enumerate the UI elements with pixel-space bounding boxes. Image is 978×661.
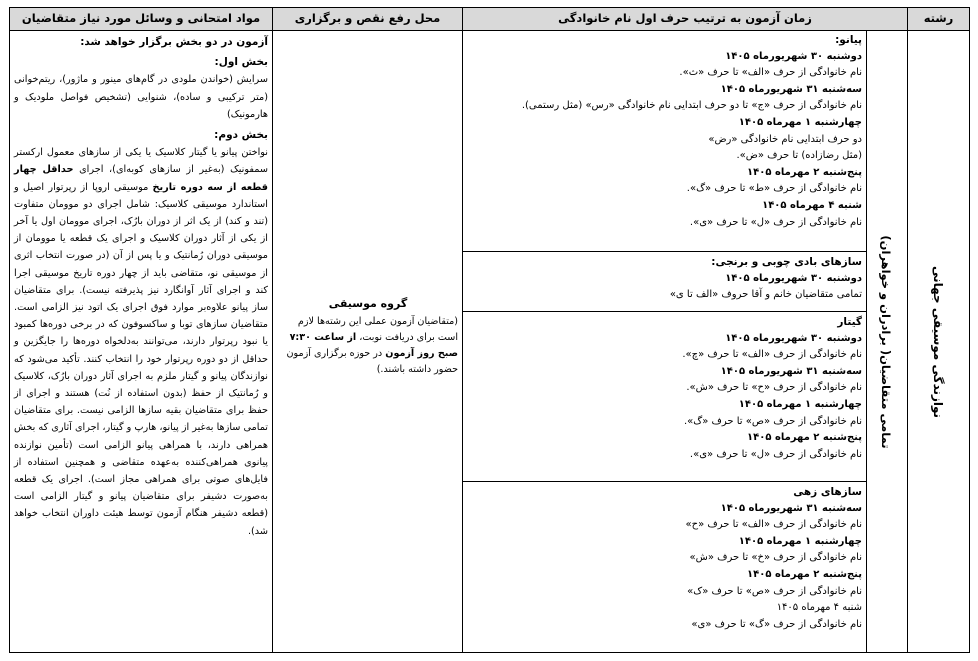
session-date: پنج‌شنبه ۲ مهرماه ۱۴۰۵ [747, 432, 862, 444]
session-date: سه‌شنبه ۳۱ شهریورماه ۱۴۰۵ [720, 502, 862, 514]
column-divider-3 [866, 31, 867, 653]
session-range: نام خانوادگی از حرف «ل» تا حرف «ی». [689, 448, 862, 460]
venue-note-b: در حوزه برگزاری آزمون حضور داشته باشند.) [286, 348, 458, 375]
part1-text: سرایش (خواندن ملودی در گام‌های مینور و ماژور)، ریتم‌خوانی (متر ترکیبی و ساده)، شنوایی (تشخیص فواصل ملودیک و هارمونیک) [14, 74, 268, 120]
header-field: رشته [923, 11, 954, 25]
session-date: پنج‌شنبه ۲ مهرماه ۱۴۰۵ [747, 568, 862, 580]
venue-cell [278, 296, 458, 378]
session-range: نام خانوادگی از حرف «خ» تا حرف «ش» [689, 552, 862, 564]
venue-note [278, 314, 458, 378]
session-range: نام خانوادگی از حرف «الف» تا حرف «ث». [679, 67, 862, 79]
session-date: سه‌شنبه ۳۱ شهریورماه ۱۴۰۵ [720, 83, 862, 95]
part1-title: بخش اول: [214, 56, 268, 69]
table-border-left [9, 7, 10, 653]
section-title: پیانو: [835, 34, 862, 46]
session-range: نام خانوادگی از حرف «گ» تا حرف «ی» [691, 618, 862, 630]
section-title: گیتار [837, 316, 862, 328]
section-strings [466, 484, 862, 633]
part2-title: بخش دوم: [214, 129, 268, 142]
session-range: نام خانوادگی از حرف «ل» تا حرف «ی». [689, 216, 862, 228]
session-range: نام خانوادگی از حرف «الف» تا حرف «چ». [682, 349, 862, 361]
session-date: چهارشنبه ۱ مهرماه ۱۴۰۵ [738, 116, 862, 128]
session-range: نام خانوادگی از حرف «ط» تا حرف «گ». [686, 183, 862, 195]
session-range-continued: (مثل رضازاده) تا حرف «ض». [736, 150, 862, 162]
section-piano [466, 32, 862, 231]
header-schedule: زمان آزمون به ترتیب حرف اول نام خانوادگی [558, 11, 812, 25]
part2-text [14, 144, 268, 540]
session-date: دوشنبه ۳۰ شهریورماه ۱۴۰۵ [725, 272, 862, 284]
session-date: سه‌شنبه ۳۱ شهریورماه ۱۴۰۵ [720, 365, 862, 377]
session-date: شنبه ۴ مهرماه ۱۴۰۵ [762, 199, 862, 211]
part2-text-a: نواختن پیانو یا گیتار کلاسیک یا یکی از سازهای معمول ارکستر سمفونیک (به‌غیر از سازهای کوبه‌ای)، اجرای [14, 147, 269, 176]
session-range: دو حرف ابتدایی نام خانوادگی «رض» [708, 133, 862, 145]
session-range: نام خانوادگی از حرف «ج» تا دو حرف ابتدایی نام خانوادگی «رس» (مثل رستمی). [521, 100, 862, 112]
section-guitar [466, 314, 862, 463]
section-title: سازهای زهی [793, 486, 862, 498]
section-divider-2 [462, 311, 866, 312]
field-name: نوازندگی موسیقی جهانی [931, 265, 945, 419]
column-divider-1 [272, 7, 273, 653]
table-border-right [969, 7, 970, 653]
session-range: تمامی متقاضیان خانم و آقا حروف «الف تا ی» [669, 289, 862, 301]
venue-note-a: (متقاضیان آزمون عملی این رشته‌ها لازم است برای دریافت نوبت، [297, 316, 458, 343]
session-range: نام خانوادگی از حرف «ح» تا حرف «ش». [686, 382, 862, 394]
session-range: نام خانوادگی از حرف «ص» تا حرف «گ». [683, 415, 862, 427]
section-title: سازهای بادی چوبی و برنجی: [711, 256, 862, 268]
session-range: نام خانوادگی از حرف «الف» تا حرف «ح» [685, 519, 862, 531]
header-divider [9, 30, 970, 31]
session-date: چهارشنبه ۱ مهرماه ۱۴۰۵ [738, 398, 862, 410]
venue-note-bold: از ساعت ۷:۳۰ صبح روز آزمون [289, 332, 458, 359]
table-border-bottom [9, 652, 970, 653]
header-venue: محل رفع نقص و برگزاری [294, 11, 441, 25]
session-range: نام خانوادگی از حرف «ص» تا حرف «ک» [687, 585, 862, 597]
header-materials: مواد امتحانی و وسائل مورد نیاز متقاضیان [21, 11, 261, 25]
section-divider-1 [462, 251, 866, 252]
materials-intro: آزمون در دو بخش برگزار خواهد شد: [80, 36, 268, 48]
session-date: چهارشنبه ۱ مهرماه ۱۴۰۵ [738, 535, 862, 547]
materials-cell [14, 34, 268, 540]
column-divider-2 [462, 7, 463, 653]
part2-text-b: موسیقی اروپا از رپرتوار اصیل و استاندارد موسیقی کلاسیک: شامل اجرای دو موومان متفاوت (تند و کند) از یک اثر از دوران بارُک، اجرای موومان اول یا آخر از یکی از آثار دوران کلاسیک و اجرای یک قطعه یا موومان از موسیقی دوران رُمانتیک و یا پس از آن (در صورت انتخاب اثری از موسیقی نو، متقاضی باید از چهار دوره تاریخ موسیقی اجرا کند و اجرای آثار آوانگارد نیز پذیرفته نیست). برای متقاضیان ساز پیانو علاوه‌بر موارد فوق اجرای یک اتود نیز الزامی است. متقاضیان سازهای توبا و ساکسوفون که در برخی دوره‌ها کمبود یا نبود رپرتوار دارند، می‌توانند به‌دلخواه دوره‌ها را جایگزین و حداقل از دو دوره رپرتوار خود را انتخاب کنند. تأکید می‌شود که نوازندگان پیانو و گیتار ملزم به اجرای آثار دوران بارُک، کلاسیک و رُمانتیک از حفظ (بدون استفاده از نُت) هستند و اجرای از حفظ برای متقاضیان بقیه سازها الزامی نیست. برای متقاضیان تمامی سازها به‌غیر از پیانو، هارپ و گیتار، اجرای آثاری که بخش همراهی دارند، با همراهی پیانو الزامی است (تأمین نوازنده پیانوی همراهی‌کننده به‌عهده متقاضی و همچنین استفاده از فایل‌های صوتی برای همراهی مجاز است). اجرای یک قطعه به‌صورت دشیفر برای متقاضیان پیانو و گیتار الزامی است (قطعه دشیفر هنگام آزمون توسط هیئت داوران انتخاب خواهد شد). [14, 181, 268, 537]
applicants-label: تمامی متقاضیان( برادران و خواهران) [879, 235, 893, 449]
session-date: دوشنبه ۳۰ شهریورماه ۱۴۰۵ [725, 50, 862, 62]
column-divider-4 [907, 7, 908, 653]
session-date: پنج‌شنبه ۲ مهرماه ۱۴۰۵ [747, 166, 862, 178]
session-date: دوشنبه ۳۰ شهریورماه ۱۴۰۵ [725, 332, 862, 344]
session-date-plain: شنبه ۴ مهرماه ۱۴۰۵ [776, 602, 862, 614]
venue-title: گروه موسیقی [328, 297, 408, 310]
section-wind-brass [466, 254, 862, 304]
section-divider-3 [462, 481, 866, 482]
part2-text-bold: حداقل چهار قطعه از سه دوره تاریخ [14, 164, 268, 193]
